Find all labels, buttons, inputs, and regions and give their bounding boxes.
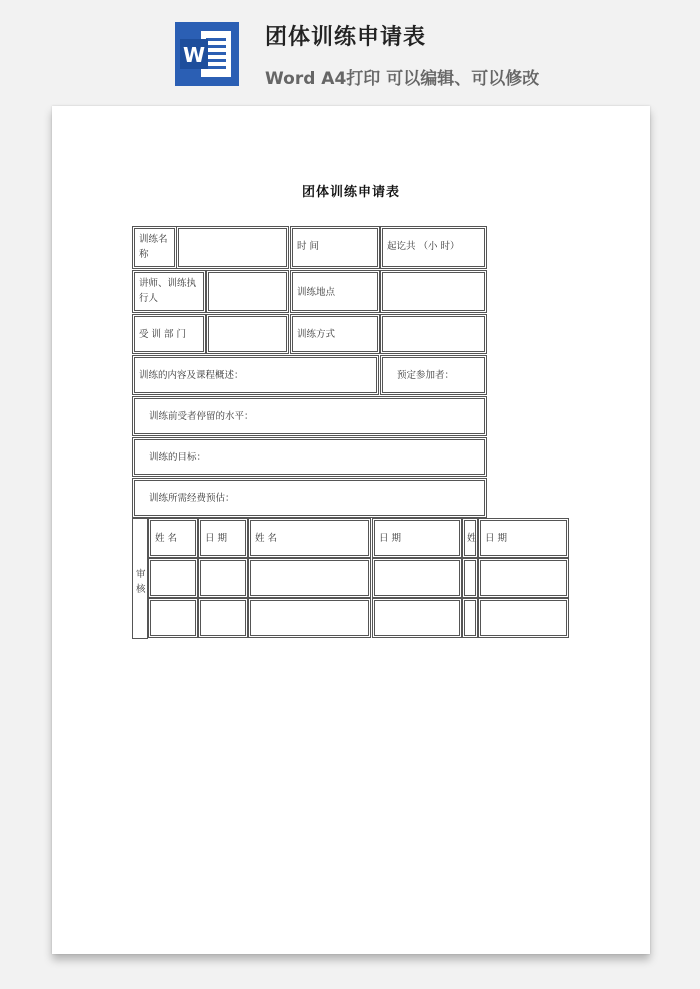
approval-cell[interactable] [372, 598, 462, 638]
approval-cell[interactable] [478, 598, 569, 638]
approval-cell[interactable] [248, 598, 371, 638]
cell-time-value[interactable]: 起讫共 （小 时） [380, 226, 487, 269]
cell-course-overview[interactable]: 训练的内容及课程概述： [132, 355, 379, 395]
cell-training-name-label: 训练名 称 [132, 226, 177, 269]
word-document-icon [175, 22, 239, 86]
cell-department-value[interactable] [206, 314, 289, 354]
approval-header-date-2: 日 期 [372, 518, 462, 558]
cell-location-value[interactable] [380, 270, 487, 313]
approval-header-date-3: 日 期 [478, 518, 569, 558]
svg-text:W: W [182, 43, 206, 67]
approval-header-name-2: 姓 名 [248, 518, 371, 558]
approval-cell[interactable] [372, 558, 462, 598]
approval-header-name-1: 姓 名 [148, 518, 198, 558]
approval-cell[interactable] [478, 558, 569, 598]
cell-location-label: 训练地点 [290, 270, 380, 313]
approval-cell[interactable] [248, 558, 371, 598]
approval-cell[interactable] [148, 558, 198, 598]
cell-trainer-value[interactable] [206, 270, 289, 313]
page-header [0, 0, 700, 105]
cell-participants[interactable]: 预定参加者： [380, 355, 487, 395]
approval-cell[interactable] [148, 598, 198, 638]
approval-cell[interactable] [462, 558, 478, 598]
document-page [52, 106, 650, 954]
cell-trainer-label: 讲师、训练执 行人 [132, 270, 206, 313]
approval-cell[interactable] [198, 598, 248, 638]
approval-cell[interactable] [462, 598, 478, 638]
cell-approval-label: 审 核 [132, 518, 148, 639]
approval-cell[interactable] [198, 558, 248, 598]
cell-method-value[interactable] [380, 314, 487, 354]
cell-time-label: 时 间 [290, 226, 380, 269]
approval-header-date-1: 日 期 [198, 518, 248, 558]
cell-department-label: 受 训 部 门 [132, 314, 206, 354]
header-subtitle: Word A4打印 可以编辑、可以修改 [265, 69, 540, 89]
approval-left-border [132, 518, 133, 639]
cell-budget-estimate[interactable]: 训练所需经费预估： [132, 478, 487, 518]
document-title: 团体训练申请表 [301, 185, 400, 200]
header-title: 团体训练申请表 [265, 25, 427, 50]
cell-training-name-value[interactable] [176, 226, 289, 269]
approval-header-name-3: 姓 [462, 518, 478, 558]
cell-training-goals[interactable]: 训练的目标： [132, 437, 487, 477]
cell-pre-training-level[interactable]: 训练前受者停留的水平： [132, 396, 487, 436]
cell-method-label: 训练方式 [290, 314, 380, 354]
